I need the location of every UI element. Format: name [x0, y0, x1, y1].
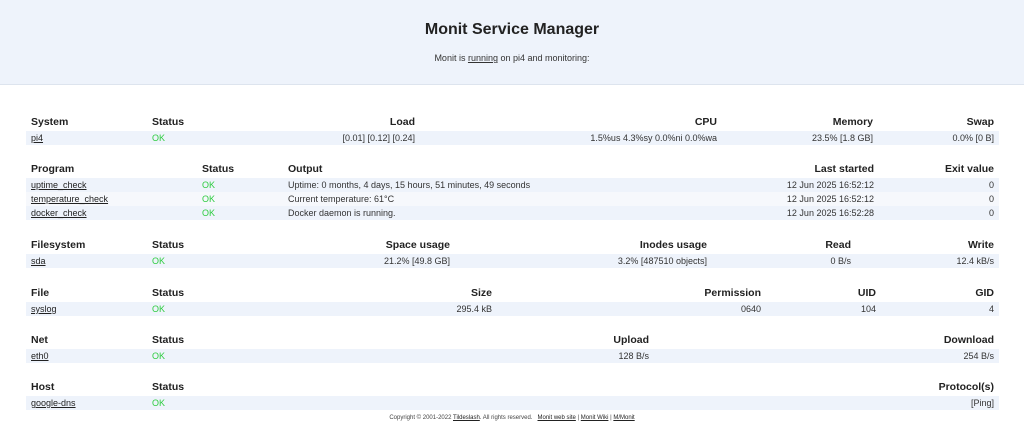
load-value: [0.01] [0.12] [0.24]: [342, 133, 415, 143]
uid-value: 104: [860, 304, 876, 314]
size-value: 295.4 kB: [456, 304, 492, 314]
output-value: Uptime: 0 months, 4 days, 15 hours, 51 minutes, 49 seconds: [288, 180, 531, 190]
status-badge: OK: [152, 133, 166, 143]
upload-value: 128 B/s: [618, 351, 649, 361]
table-row: [26, 254, 999, 268]
page-footer: [0, 415, 1024, 421]
system-header-row: [26, 115, 999, 131]
memory-value: 23.5% [1.8 GB]: [811, 133, 873, 143]
table-row: [26, 192, 999, 206]
subtitle-suffix: on pi4 and monitoring:: [497, 53, 590, 63]
cpu-value: 1.5%us 4.3%sy 0.0%ni 0.0%wa: [590, 133, 717, 143]
system-name-link[interactable]: pi4: [31, 133, 44, 143]
host-table: [26, 380, 999, 410]
footer-separator: |: [608, 415, 614, 421]
net-header-row: [26, 333, 999, 349]
tildeslash-link[interactable]: Tildeslash: [453, 415, 480, 421]
swap-value: 0.0% [0 B]: [952, 133, 994, 143]
file-name-link[interactable]: syslog: [31, 304, 57, 314]
output-value: Docker daemon is running.: [288, 208, 396, 218]
output-value: Current temperature: 61°C: [288, 194, 395, 204]
col-status: Status: [152, 116, 185, 128]
protocols-value: [Ping]: [970, 398, 994, 408]
col-program: Program: [31, 163, 75, 175]
table-row: [26, 178, 999, 192]
exit-value: 0: [988, 194, 994, 204]
col-upload: Upload: [613, 334, 649, 346]
col-host: Host: [31, 381, 55, 393]
last-started-value: 12 Jun 2025 16:52:12: [786, 194, 874, 204]
col-load: Load: [389, 116, 415, 128]
footer-separator: |: [575, 415, 581, 421]
last-started-value: 12 Jun 2025 16:52:12: [786, 180, 874, 190]
col-net: Net: [31, 334, 48, 346]
col-cpu: CPU: [694, 116, 717, 128]
net-table: [26, 333, 999, 363]
filesystem-name-link[interactable]: sda: [31, 256, 46, 266]
status-badge: OK: [152, 304, 166, 314]
subtitle-prefix: Monit is: [434, 53, 468, 63]
host-name-link[interactable]: google-dns: [31, 398, 76, 408]
col-download: Download: [943, 334, 994, 346]
col-inodes-usage: Inodes usage: [639, 239, 707, 251]
col-protocols: Protocol(s): [938, 381, 994, 393]
col-status: Status: [152, 287, 185, 299]
monit-wiki-link[interactable]: Monit Wiki: [580, 415, 609, 421]
col-space-usage: Space usage: [385, 239, 450, 251]
col-exit-value: Exit value: [944, 163, 994, 175]
program-name-link[interactable]: docker_check: [31, 208, 87, 218]
write-value: 12.4 kB/s: [956, 256, 994, 266]
space-usage-value: 21.2% [49.8 GB]: [383, 256, 450, 266]
read-value: 0 B/s: [830, 256, 851, 266]
status-badge: OK: [152, 351, 166, 361]
gid-value: 4: [988, 304, 994, 314]
col-filesystem: Filesystem: [31, 239, 86, 251]
col-memory: Memory: [832, 116, 873, 128]
col-status: Status: [152, 381, 185, 393]
filesystem-table: [26, 238, 999, 268]
col-permission: Permission: [704, 287, 761, 299]
status-badge: OK: [202, 180, 216, 190]
page-title: Monit Service Manager: [424, 21, 600, 38]
col-last-started: Last started: [814, 163, 874, 175]
program-name-link[interactable]: temperature_check: [31, 194, 109, 204]
table-row: [26, 396, 999, 410]
host-header-row: [26, 380, 999, 396]
system-table: [26, 115, 999, 145]
last-started-value: 12 Jun 2025 16:52:28: [786, 208, 874, 218]
col-status: Status: [152, 334, 185, 346]
exit-value: 0: [988, 180, 994, 190]
monit-status-link[interactable]: running: [467, 53, 498, 63]
col-size: Size: [470, 287, 492, 299]
status-badge: OK: [152, 256, 166, 266]
file-header-row: [26, 286, 999, 302]
inodes-usage-value: 3.2% [487510 objects]: [617, 256, 707, 266]
footer-copyright: Copyright © 2001-2022: [389, 415, 453, 421]
table-row: [26, 302, 999, 316]
col-status: Status: [152, 239, 185, 251]
file-table: [26, 286, 999, 316]
col-swap: Swap: [966, 116, 994, 128]
permission-value: 0640: [740, 304, 761, 314]
col-uid: UID: [857, 287, 876, 299]
col-gid: GID: [975, 287, 994, 299]
status-badge: OK: [202, 194, 216, 204]
status-badge: OK: [152, 398, 166, 408]
table-row: [26, 131, 999, 145]
net-name-link[interactable]: eth0: [31, 351, 49, 361]
status-badge: OK: [202, 208, 216, 218]
page-header: [0, 0, 1024, 85]
col-write: Write: [967, 239, 994, 251]
download-value: 254 B/s: [963, 351, 994, 361]
mmonit-link[interactable]: M/Monit: [613, 415, 635, 421]
program-table: [26, 162, 999, 220]
page-subtitle: [0, 53, 1024, 63]
col-file: File: [31, 287, 50, 299]
exit-value: 0: [988, 208, 994, 218]
table-row: [26, 206, 999, 220]
col-status: Status: [202, 163, 235, 175]
col-read: Read: [825, 239, 851, 251]
col-system: System: [31, 116, 69, 128]
program-name-link[interactable]: uptime_check: [31, 180, 87, 190]
table-row: [26, 349, 999, 363]
col-output: Output: [288, 163, 323, 175]
footer-rights: . All rights reserved.: [479, 415, 533, 421]
program-header-row: [26, 162, 999, 178]
monit-website-link[interactable]: Monit web site: [537, 415, 576, 421]
filesystem-header-row: [26, 238, 999, 254]
